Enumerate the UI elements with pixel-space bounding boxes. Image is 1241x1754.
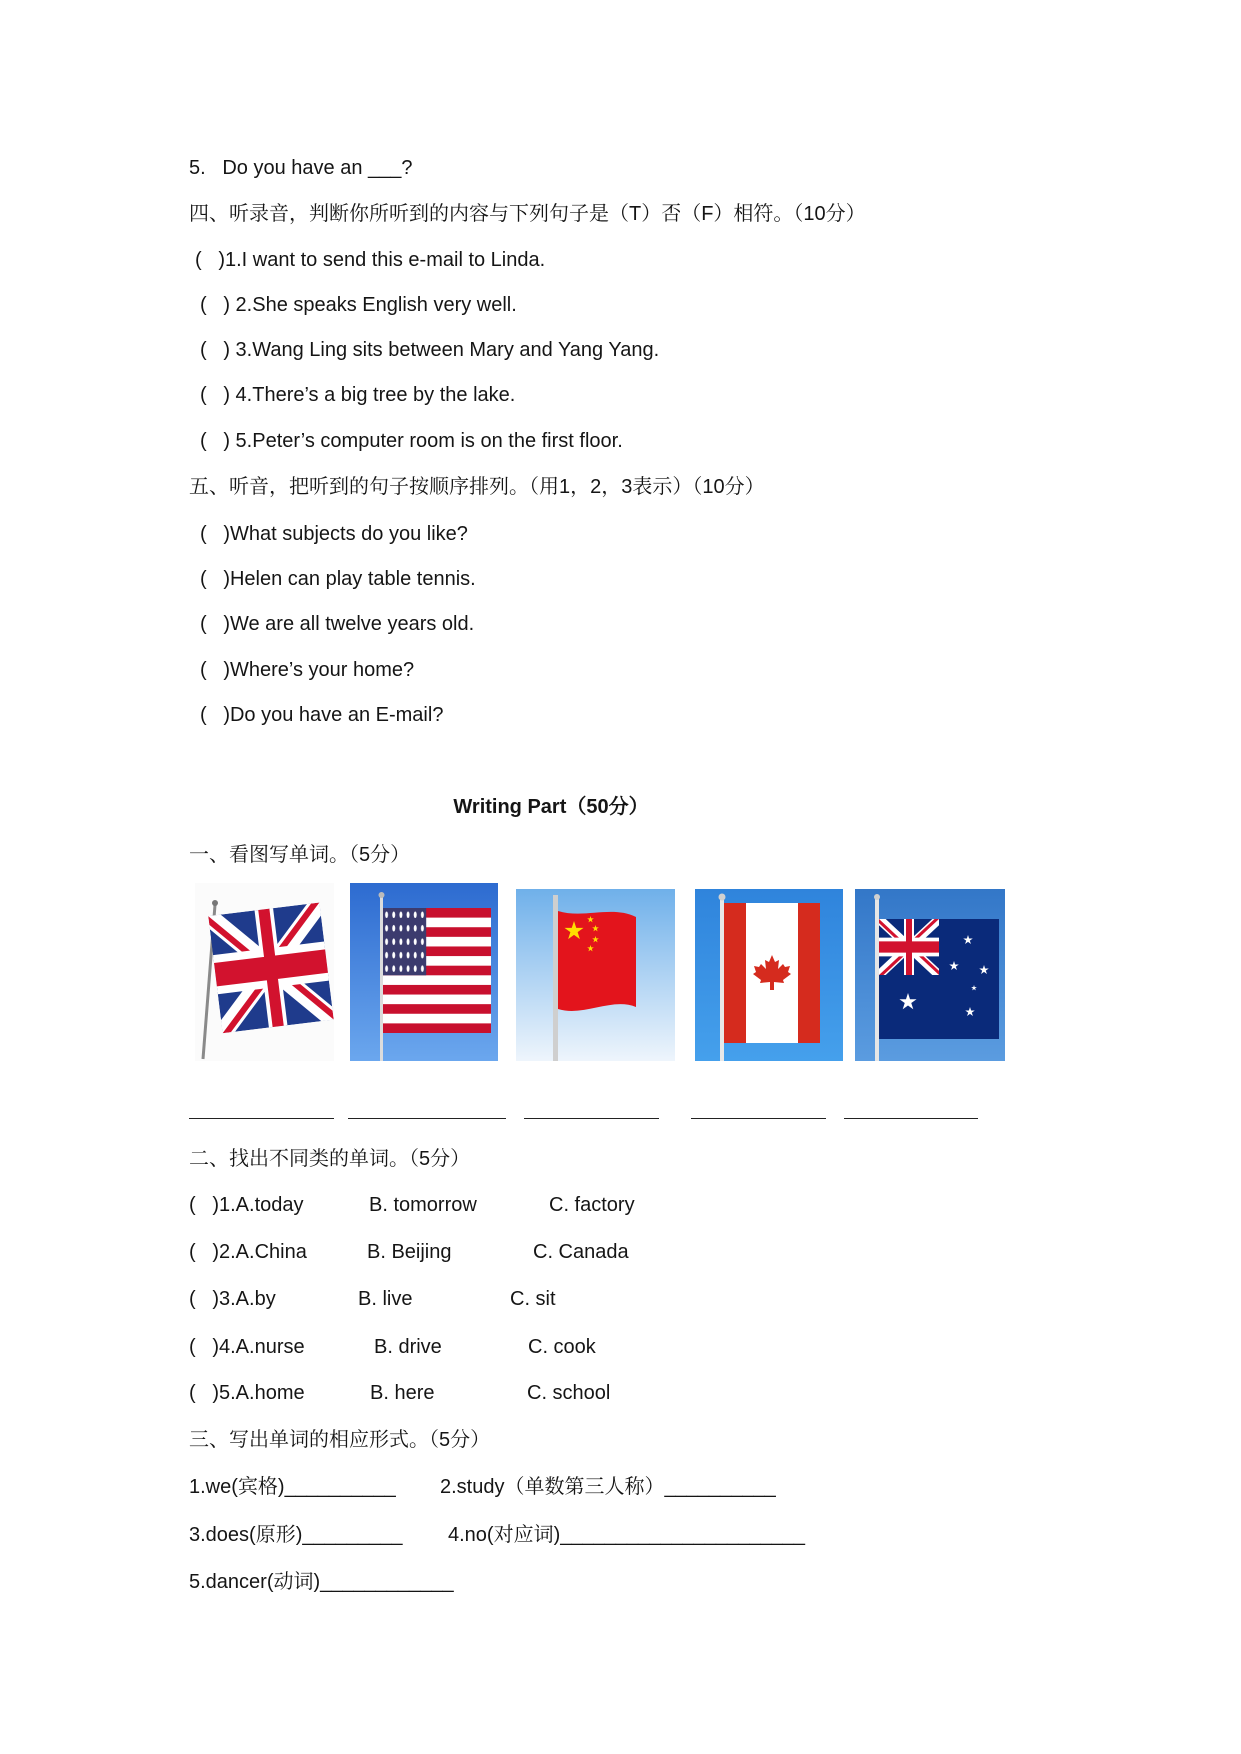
option-c: C. school bbox=[527, 1382, 611, 1404]
australia-flag-image bbox=[855, 889, 1005, 1061]
section-4-item: ( ) 2.She speaks English very well. bbox=[200, 294, 517, 316]
section-5-item: ( )What subjects do you like? bbox=[200, 523, 468, 545]
section-4-item: ( ) 4.There’s a big tree by the lake. bbox=[200, 384, 516, 406]
option-c: C. sit bbox=[510, 1288, 556, 1310]
odd-one-out-heading: 二、找出不同类的单词。（5分） bbox=[189, 1148, 471, 1170]
word-form-item: 1.we(宾格)__________ bbox=[189, 1476, 396, 1498]
section-4-item: ( ) 5.Peter’s computer room is on the first floor. bbox=[200, 430, 623, 452]
section-4-item: ( ) 3.Wang Ling sits between Mary and Yang Yang. bbox=[200, 339, 660, 361]
option-c: C. Canada bbox=[533, 1241, 629, 1263]
option-c: C. factory bbox=[549, 1194, 635, 1216]
section-5-item: ( )We are all twelve years old. bbox=[200, 613, 475, 635]
word-form-item: 3.does(原形)_________ bbox=[189, 1524, 403, 1546]
section-5-heading: 五、听音，把听到的句子按顺序排列。（用1，2，3表示）（10分） bbox=[189, 476, 765, 498]
option-a: ( )1.A.today bbox=[189, 1194, 304, 1216]
option-b: B. tomorrow bbox=[369, 1194, 477, 1216]
option-a: ( )2.A.China bbox=[189, 1241, 307, 1263]
option-c: C. cook bbox=[528, 1336, 596, 1358]
answer-blank bbox=[524, 1118, 659, 1119]
question-5: 5. Do you have an ___? bbox=[189, 157, 413, 179]
answer-blank bbox=[348, 1118, 506, 1119]
answer-blank bbox=[844, 1118, 978, 1119]
section-4-heading: 四、听录音，判断你所听到的内容与下列句子是（T）否（F）相符。（10分） bbox=[189, 203, 866, 225]
uk-flag-image bbox=[195, 883, 334, 1061]
writing-part-title: Writing Part（50分） bbox=[453, 796, 649, 818]
section-5-item: ( )Where’s your home? bbox=[200, 659, 415, 681]
answer-blank bbox=[189, 1118, 334, 1119]
answer-blank bbox=[691, 1118, 826, 1119]
word-form-item: 4.no(对应词)______________________ bbox=[448, 1524, 805, 1546]
option-b: B. here bbox=[370, 1382, 435, 1404]
option-a: ( )3.A.by bbox=[189, 1288, 276, 1310]
word-forms-heading: 三、写出单词的相应形式。（5分） bbox=[189, 1429, 491, 1451]
option-a: ( )5.A.home bbox=[189, 1382, 305, 1404]
section-5-item: ( )Helen can play table tennis. bbox=[200, 568, 476, 590]
canada-flag-image bbox=[695, 889, 843, 1061]
option-a: ( )4.A.nurse bbox=[189, 1336, 305, 1358]
word-form-item: 5.dancer(动词)____________ bbox=[189, 1571, 454, 1593]
word-form-item: 2.study（单数第三人称）__________ bbox=[440, 1476, 776, 1498]
section-5-item: ( )Do you have an E-mail? bbox=[200, 704, 444, 726]
china-flag-image bbox=[516, 889, 675, 1061]
section-4-item: ( )1.I want to send this e-mail to Linda. bbox=[195, 249, 546, 271]
option-b: B. live bbox=[358, 1288, 413, 1310]
option-b: B. Beijing bbox=[367, 1241, 452, 1263]
usa-flag-image bbox=[350, 883, 498, 1061]
option-b: B. drive bbox=[374, 1336, 442, 1358]
picture-words-heading: 一、看图写单词。（5分） bbox=[189, 844, 411, 866]
